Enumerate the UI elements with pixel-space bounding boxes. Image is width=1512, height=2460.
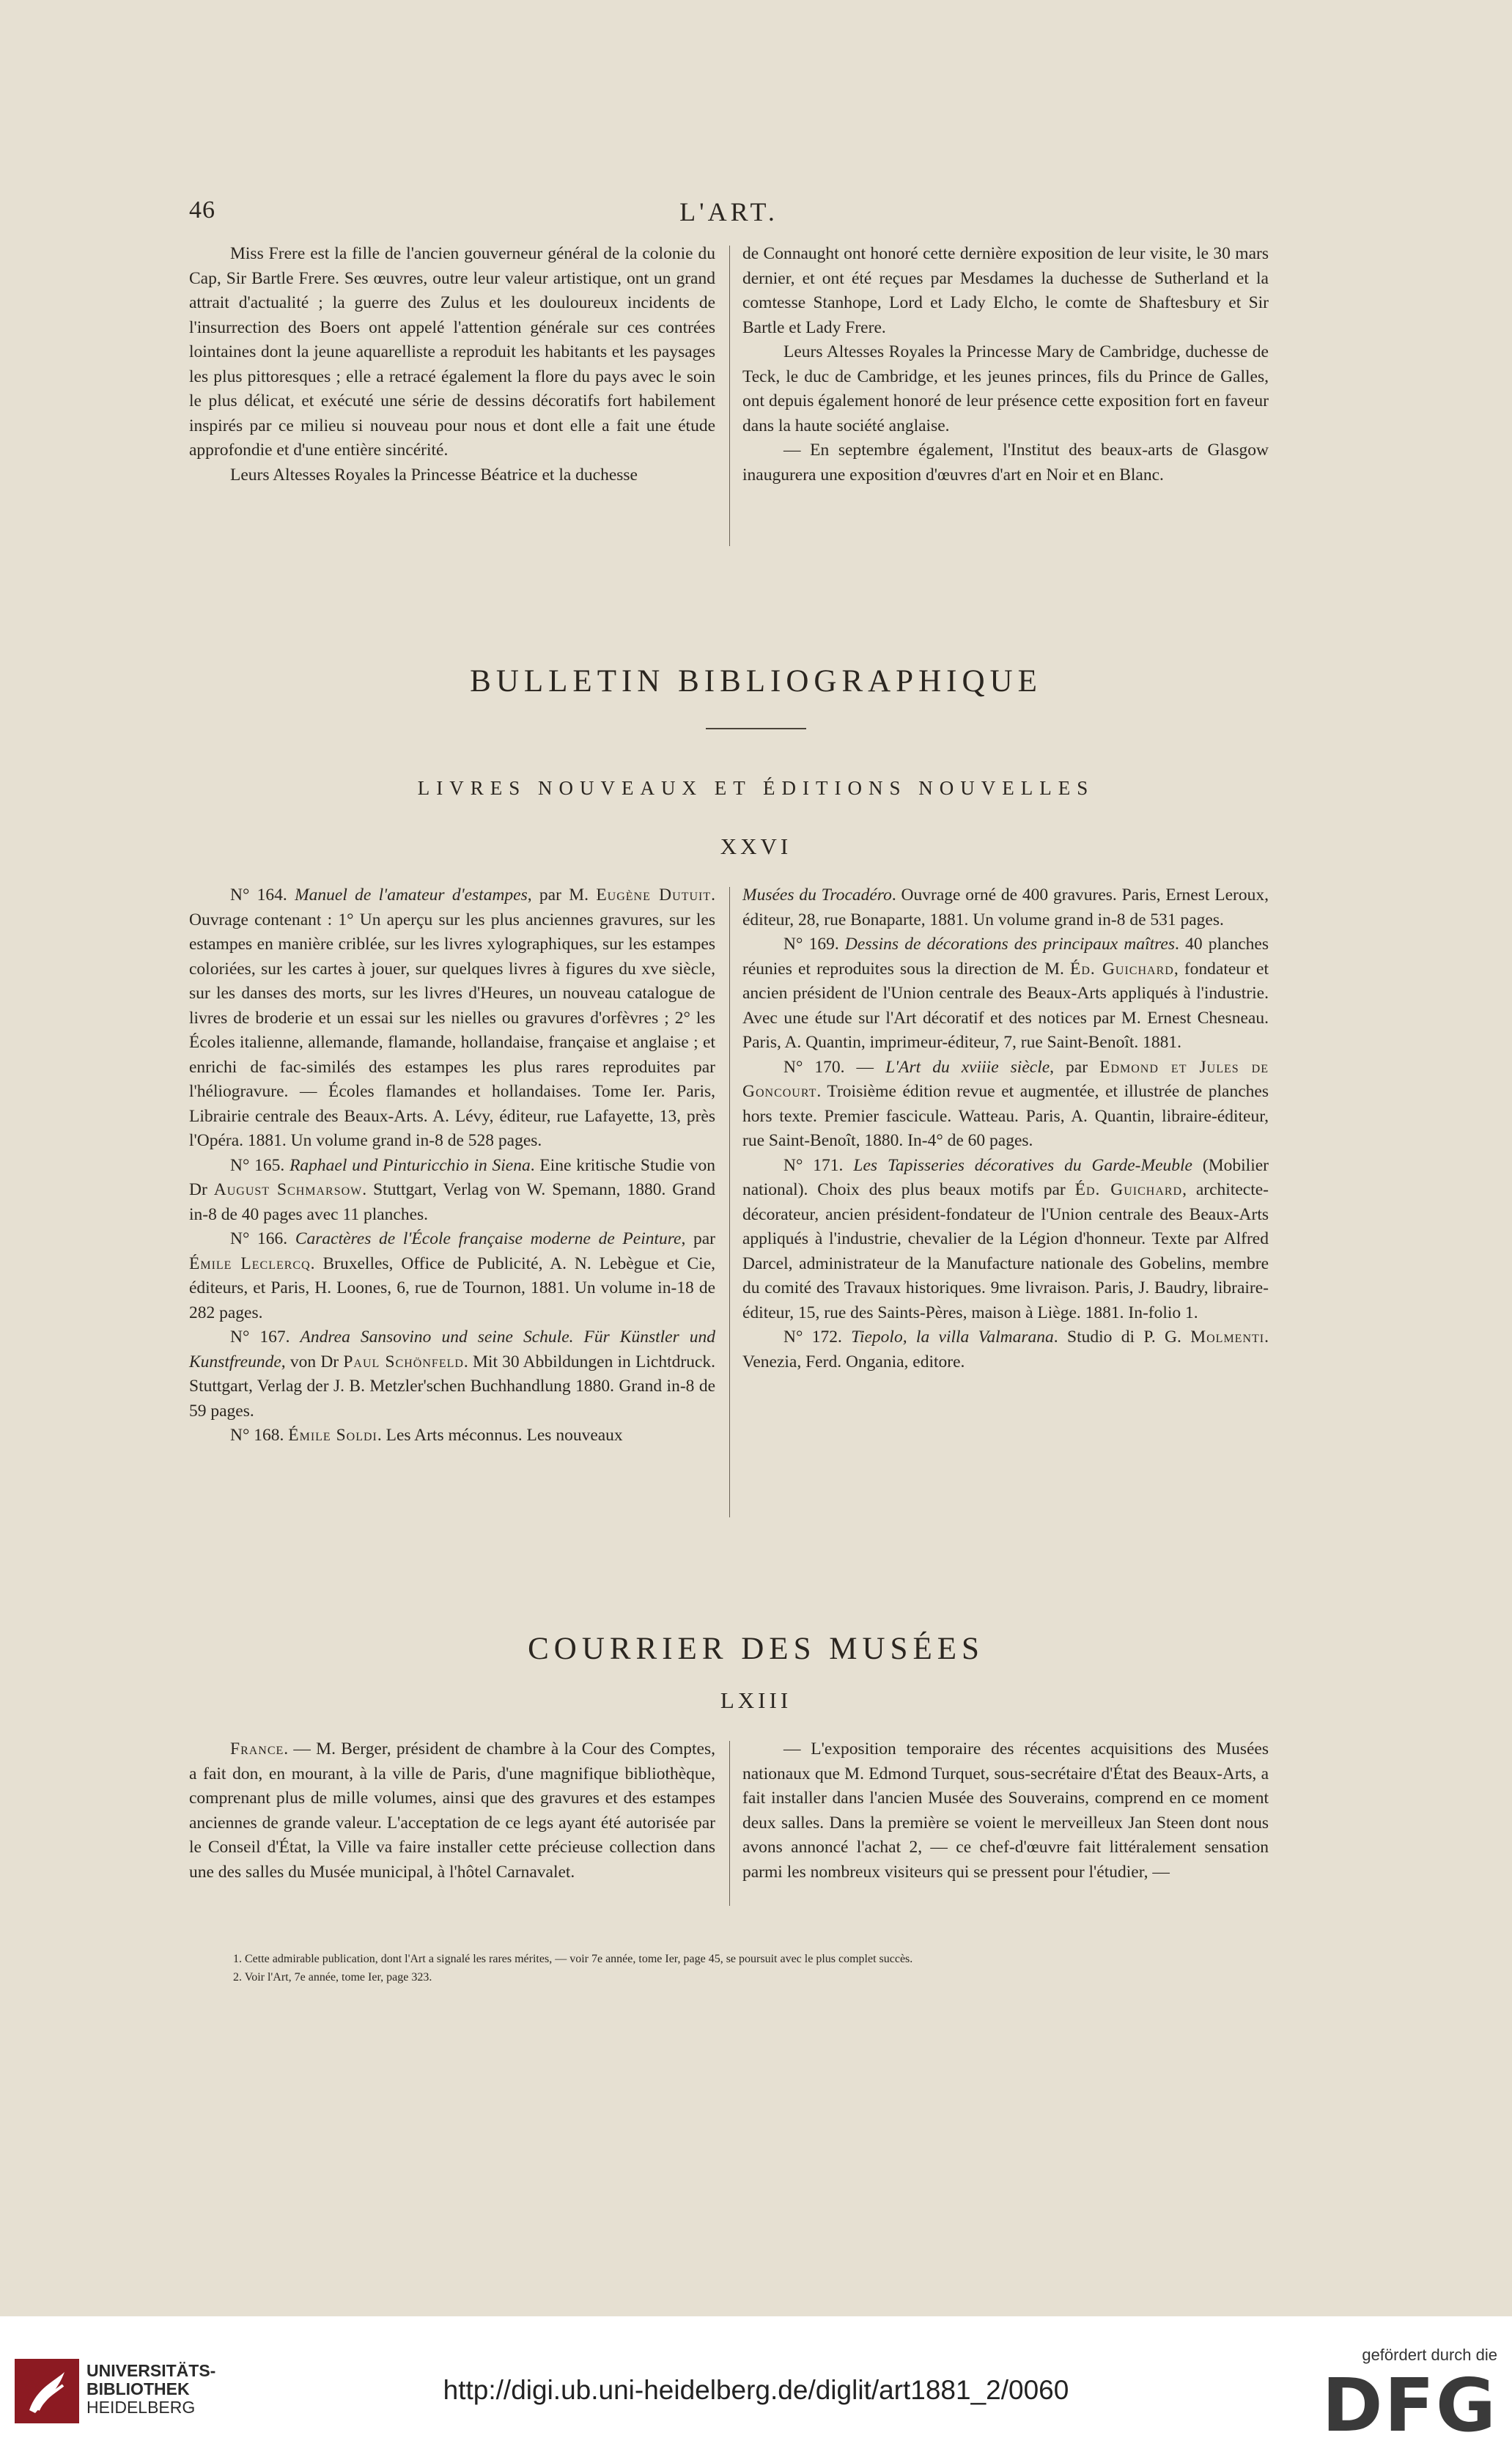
entry-text: . 40 planches réunies et reproduites sous la direction de M. [742, 935, 1269, 979]
entry-text: . Venezia, Ferd. Ongania, editore. [742, 1327, 1269, 1371]
bib-entry [742, 932, 1269, 1056]
courrier-title: COURRIER DES MUSÉES [528, 1632, 984, 1666]
entry-number: N° 167. [230, 1327, 300, 1347]
entry-title: Musées du Trocadéro [742, 885, 892, 905]
digitization-footer [0, 2316, 1512, 2460]
bib-entry [742, 1056, 1269, 1154]
country-label: France [230, 1739, 284, 1759]
permalink-url[interactable]: http://digi.ub.uni-heidelberg.de/diglit/art1881_2/0060 [443, 2375, 1069, 2405]
entry-text: . Studio di P. G. [1053, 1327, 1191, 1347]
entry-author: Paul Schönfeld [343, 1352, 464, 1371]
courrier-paragraph: France. — M. Berger, président de chambre à la Cour des Comptes, a fait don, en mourant, à la ville de Paris, d'une magnifique bibliothèque, comprenant plus de mille volumes, ainsi que des gravures et des estampes anciennes de grande valeur. L'acceptation de ce legs ayant été autorisée par le Conseil d'État, la Ville va faire installer cette précieuse collection dans une des salles du Musée municipal, à l'hôtel Carnavalet. [189, 1739, 715, 1882]
bulletin-subtitle: LIVRES NOUVEAUX ET ÉDITIONS NOUVELLES [417, 777, 1095, 799]
entry-text: . Ouvrage contenant : 1° Un aperçu sur les plus anciennes gravures, sur les estampes en manière criblée, sur les livres xylographiques, sur les estampes coloriées, sur les cartes à jouer, sur quelques livres à figures du xve siècle, sur les danses des morts, sur les livres d'Heures, un nouveau catalogue de livres de broderie et un essai sur les nielles ou gravures d'orfèvres ; 2° les Écoles italienne, allemande, flamande, hollandaise, française et anglaise ; et enrichi de fac-similés des estampes les plus rares reproduites par l'héliogravure. — Écoles flamandes et hollandaises. Tome Ier. Paris, Librairie centrale des Beaux-Arts. A. Lévy, éditeur, rue Lafayette, 13, près l'Opéra. 1881. Un volume grand in-8 de 528 pages. [189, 885, 716, 1150]
library-name-line: UNIVERSITÄTS- [86, 2361, 216, 2380]
bib-entry [742, 883, 1269, 932]
running-title: L'ART. [679, 197, 778, 227]
entry-author: Eugène Dutuit [596, 885, 712, 905]
title-rule [706, 728, 806, 729]
courrier-paragraph: — L'exposition temporaire des récentes acquisitions des Musées nationaux que M. Edmond Turquet, sous-secrétaire d'État des Beaux-Arts, a fait installer dans l'ancien Musée des Souverains, comprend en ce moment deux salles. Dans la première se voient le merveilleux Jan Steen dont nous avons annoncé l'achat 2, — ce chef-d'œuvre fait littéralement sensation parmi les nombreux visiteurs qui se pressent pour l'étudier, — [742, 1739, 1269, 1882]
entry-number: N° 172. [783, 1327, 852, 1347]
page-header [189, 196, 1269, 229]
entry-number: N° 168. [230, 1426, 289, 1445]
entry-text: , fondateur et ancien président de l'Union centrale des Beaux-Arts appliqués à l'industrie. Avec une étude sur l'Art décoratif et des notices par M. Ernest Chesneau. Paris, A. Quantin, imprimeur-éditeur, 7, rue Saint-Benoît. 1881. [742, 959, 1269, 1052]
entry-author: August Schmarsow [213, 1180, 363, 1199]
entry-number: N° 171. [783, 1155, 854, 1175]
entry-author: Éd. Guichard [1074, 1180, 1183, 1199]
entry-title: Raphael und Pinturicchio in Siena [290, 1155, 531, 1175]
entry-author: Émile Leclercq [189, 1253, 311, 1273]
entry-text: . Bruxelles, Office de Publicité, A. N. Lebègue et Cie, éditeurs, et Paris, H. Loones, 6, rue de Tournon, 1881. Un volume in-18 de 282 pages. [189, 1253, 715, 1322]
entry-text: . Troisième édition revue et augmentée, et illustrée de planches hors texte. Premier fascicule. Watteau. Paris, A. Quantin, libraire-éditeur, rue Saint-Benoît, 1880. In-4° de 60 pages. [742, 1082, 1269, 1150]
bulletin-left-column [189, 883, 715, 1448]
entry-title: Caractères de l'École française moderne de Peinture [295, 1229, 682, 1248]
entry-title: Les Tapisseries décoratives du Garde-Meuble [853, 1155, 1192, 1175]
bib-entry [189, 1424, 715, 1448]
entry-text: , architecte-décorateur, ancien président-fondateur de l'Union centrale des Beaux-Arts appliqués à l'industrie, chevalier de la Légion d'honneur. Texte par Alfred Darcel, administrateur de la Manufacture nationale des Gobelins, membre du comité des Travaux historiques. 9me livraison. Paris, J. Baudry, libraire-éditeur, 15, rue des Saints-Pères, maison à Liège. 1881. In-folio 1. [742, 1180, 1269, 1322]
entry-text: , par [681, 1229, 715, 1248]
bib-entry [189, 1325, 715, 1424]
intro-left-column [189, 242, 715, 487]
entry-number: N° 169. [783, 935, 845, 954]
entry-text: . Les Arts méconnus. Les nouveaux [377, 1426, 623, 1445]
entry-number: N° 164. [230, 885, 295, 905]
bib-entry [189, 1154, 715, 1228]
library-name-line: BIBLIOTHEK [86, 2379, 190, 2398]
bulletin-right-column [742, 883, 1269, 1448]
bib-entry [189, 883, 715, 1154]
entry-number: N° 170. — [783, 1057, 886, 1077]
entry-text: , par M. [527, 885, 597, 905]
entry-author: Molmenti [1190, 1327, 1265, 1347]
footnote: 1. Cette admirable publication, dont l'Art a signalé les rares mérites, — voir 7e année, tome Ier, page 45, se poursuit avec le plus complet succès. [233, 1953, 913, 1965]
bulletin-title: BULLETIN BIBLIOGRAPHIQUE [470, 664, 1042, 699]
entry-number: N° 166. [230, 1229, 295, 1248]
column-divider [729, 1741, 730, 1906]
entry-text: . Stuttgart, Verlag von W. Spemann, 1880. Grand in-8 de 40 pages avec 11 planches. [189, 1180, 716, 1224]
entry-title: Manuel de l'amateur d'estampes [295, 885, 528, 905]
bib-entry [189, 1227, 715, 1325]
entry-text: . Mit 30 Abbildungen in Lichtdruck. Stuttgart, Verlag der J. B. Metzler'schen Buchhandlung 1880. Grand in-8 de 59 pages. [189, 1352, 716, 1421]
footnotes [233, 1950, 1274, 1986]
library-name-line: HEIDELBERG [86, 2398, 196, 2417]
intro-right-column [742, 242, 1269, 487]
entry-title: Dessins de décorations des principaux maîtres [844, 935, 1175, 954]
entry-text: , par [1050, 1057, 1100, 1077]
intro-right-paragraph: Leurs Altesses Royales la Princesse Mary de Cambridge, duchesse de Teck, le duc de Cambridge, et les jeunes princes, fils du Prince de Galles, ont depuis également honoré de leur présence cette exposition fort en faveur dans la haute société anglaise. [742, 342, 1269, 435]
entry-author: Émile Soldi [288, 1426, 377, 1445]
intro-left-paragraph: Leurs Altesses Royales la Princesse Béatrice et la duchesse [230, 465, 638, 485]
bulletin-number: XXVI [720, 833, 792, 859]
dfg-logo: DFG [1321, 2363, 1497, 2448]
courrier-text: — M. Berger, président de chambre à la Cour des Comptes, a fait don, en mourant, à la ville de Paris, d'une magnifique bibliothèque, comprenant plus de mille volumes, ainsi que des gravures et des estampes anciennes de grande valeur. L'acceptation de ce legs ayant été autorisée par le Conseil d'État, la Ville va faire installer cette précieuse collection dans une des salles du Musée municipal, à l'hôtel Carnavalet. [189, 1739, 715, 1882]
entry-number: N° 165. [230, 1155, 290, 1175]
entry-title: L'Art du xviiie siècle [885, 1057, 1050, 1077]
column-divider [729, 246, 730, 546]
courrier-number: LXIII [720, 1687, 792, 1713]
funder-caption: gefördert durch die [1362, 2346, 1497, 2364]
courrier-right-column [742, 1737, 1269, 1885]
intro-left-paragraph: Miss Frere est la fille de l'ancien gouverneur général de la colonie du Cap, Sir Bartle Frere. Ses œuvres, outre leur valeur artistique, ont un grand attrait d'actualité ; la guerre des Zulus et les douloureux incidents de l'insurrection des Boers ont appelé l'attention générale sur ces contrées lointaines dont la jeune aquarelliste a reproduit les habitants et les paysages les plus pittoresques ; elle a retracé également la flore du pays avec le soin le plus délicat, et exécuté une série de dessins décoratifs fort habilement inspirés par ce milieu si nouveau pour nous et dont elle a fait une étude approfondie et d'une entière sincérité. [189, 244, 715, 460]
intro-right-paragraph: de Connaught ont honoré cette dernière exposition de leur visite, le 30 mars dernier, et ont été reçues par Mesdames la duchesse de Sutherland et la comtesse Stanhope, Lord et Lady Elcho, le comte de Shaftesbury et Sir Bartle et Lady Frere. [742, 244, 1269, 337]
column-divider [729, 887, 730, 1517]
entry-text: (Mobilier national). Choix des plus beaux motifs par [742, 1155, 1269, 1199]
page-number: 46 [189, 196, 215, 224]
footnote: 2. Voir l'Art, 7e année, tome Ier, page 323. [233, 1971, 432, 1984]
entry-title: Andrea Sansovino und seine Schule. Für Künstler und Kunstfreunde [189, 1327, 715, 1371]
intro-right-paragraph: — En septembre également, l'Institut des beaux-arts de Glasgow inaugurera une exposition d'œuvres d'art en Noir et en Blanc. [742, 441, 1269, 485]
entry-text: . Eine kritische Studie von Dr [189, 1155, 716, 1199]
courrier-left-column [189, 1737, 715, 1885]
entry-text: . Ouvrage orné de 400 gravures. Paris, Ernest Leroux, éditeur, 28, rue Bonaparte, 1881. Un volume grand in-8 de 531 pages. [742, 885, 1269, 929]
entry-title: Tiepolo, la villa Valmarana [851, 1327, 1054, 1347]
bib-entry [742, 1325, 1269, 1374]
bib-entry [742, 1154, 1269, 1326]
entry-text: , von Dr [281, 1352, 344, 1371]
entry-author: Éd. Guichard [1070, 959, 1174, 979]
entry-author: Edmond et Jules de Goncourt [742, 1057, 1269, 1101]
